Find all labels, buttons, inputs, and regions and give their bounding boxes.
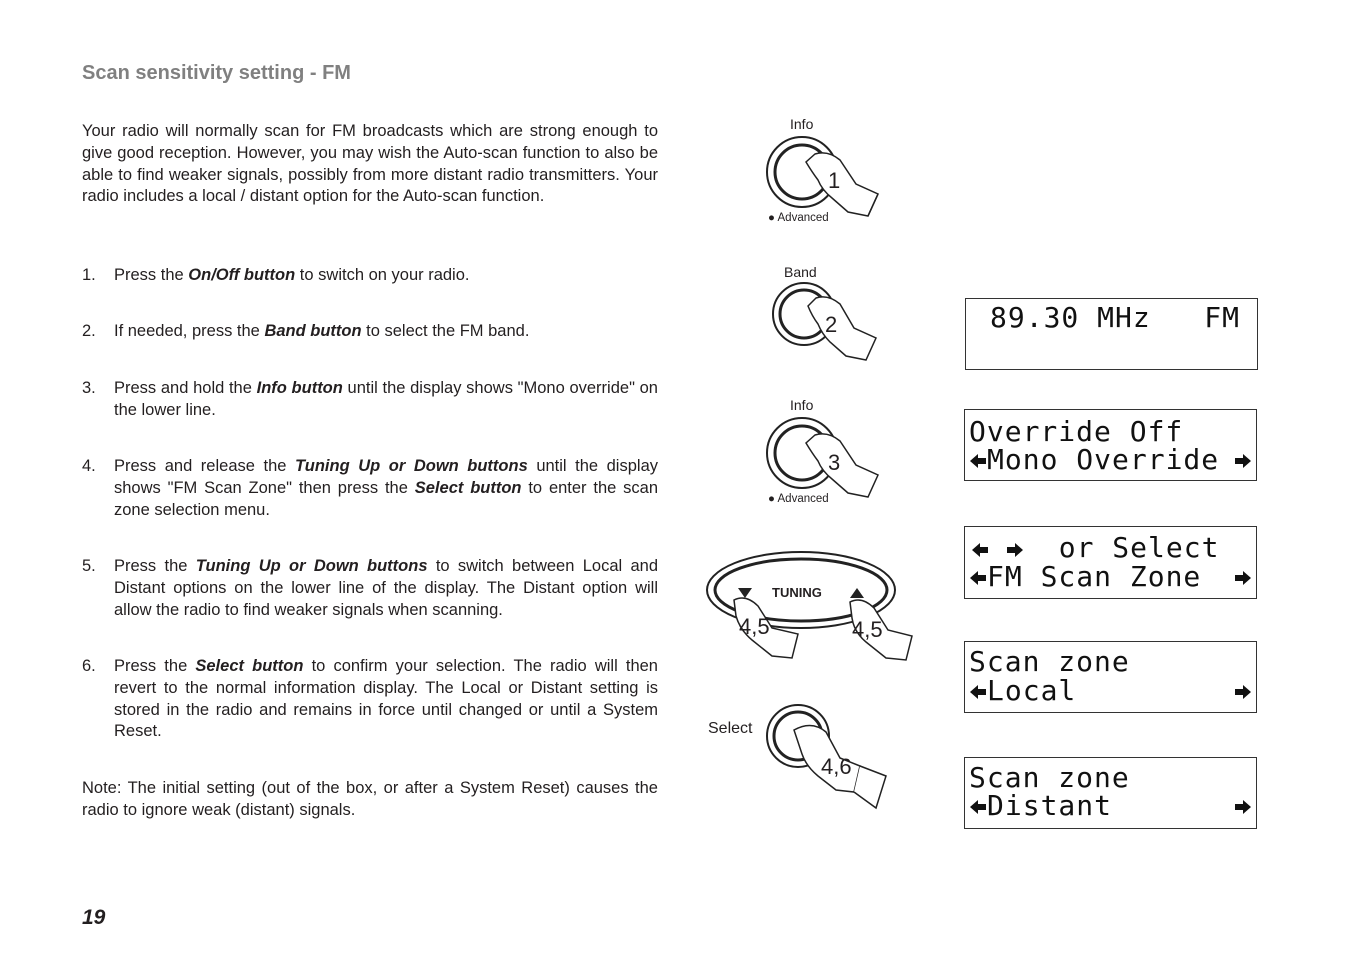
step-emphasis: Select button — [414, 478, 522, 497]
step-text: until the display shows "FM Scan Zone" then press the — [114, 457, 658, 497]
band-button-label: Band — [784, 264, 817, 280]
step-number: 1. — [82, 266, 96, 284]
step-6 — [82, 656, 658, 743]
info-button-press-icon — [760, 132, 890, 222]
step-emphasis: On/Off button — [188, 266, 296, 284]
step-callout: 4,6 — [821, 754, 852, 779]
step-text: Press the — [114, 266, 189, 284]
lcd-line-1: Scan zone — [969, 645, 1130, 678]
step-emphasis: Info button — [256, 379, 343, 397]
left-arrow-icon — [972, 543, 988, 557]
advanced-text: Advanced — [777, 493, 829, 505]
step-text: Press the — [114, 557, 196, 575]
step-text: Press and release the — [114, 457, 295, 475]
step-emphasis: Tuning Up or Down buttons — [195, 557, 428, 575]
lcd-line-2: Local — [987, 674, 1077, 707]
step-text: Press the — [114, 657, 196, 675]
lcd-display-mono-override — [964, 409, 1257, 481]
left-arrow-icon — [970, 685, 986, 699]
advanced-label: ● Advanced — [768, 493, 829, 505]
step-emphasis: Band button — [264, 322, 362, 340]
select-button-label: Select — [708, 720, 753, 737]
lcd-line-1: Scan zone — [969, 761, 1130, 794]
step-4 — [82, 456, 658, 521]
lcd-display-local — [964, 641, 1257, 713]
lcd-line-1: Override Off — [969, 415, 1184, 448]
left-arrow-icon — [970, 800, 986, 814]
advanced-label: ● Advanced — [768, 212, 829, 224]
right-arrow-icon — [1235, 685, 1251, 699]
step-number: 6. — [82, 657, 96, 675]
step-5 — [82, 556, 658, 621]
tuning-label: TUNING — [772, 585, 822, 600]
step-number: 4. — [82, 457, 96, 475]
step-number: 5. — [82, 557, 96, 575]
lcd-line-2: Mono Override — [987, 443, 1220, 476]
info-button-press-icon — [760, 413, 890, 503]
step-callout: 1 — [828, 168, 841, 193]
step-text: If needed, press the — [114, 322, 265, 340]
page-title: Scan sensitivity setting - FM — [82, 62, 351, 84]
right-arrow-icon — [1235, 454, 1251, 468]
lcd-line-2: FM Scan Zone — [987, 560, 1202, 593]
step-text: to switch between Local and Distant options on the lower line of the display. The Distant option will allow the radio to find weaker signals when scanning. — [114, 557, 658, 619]
step-3 — [82, 378, 658, 422]
tuning-buttons-press-icon — [706, 550, 916, 670]
step-number: 2. — [82, 322, 96, 340]
lcd-line-2: Distant — [987, 789, 1113, 822]
step-text: to switch on your radio. — [295, 266, 470, 284]
intro-paragraph: Your radio will normally scan for FM broadcasts which are strong enough to give good reception. However, you may wish the Auto-scan function to also be able to find weaker signals, possibly from more distant radio transmitters. Your radio includes a local / distant option for the Auto-scan function. — [82, 122, 658, 206]
advanced-text: Advanced — [777, 212, 829, 224]
info-button-label: Info — [790, 397, 814, 413]
step-number: 3. — [82, 379, 96, 397]
step-text: until the display shows "Mono override" on the lower line. — [114, 379, 658, 419]
step-1 — [82, 265, 658, 287]
right-arrow-icon — [1235, 800, 1251, 814]
step-callout: 2 — [825, 312, 838, 337]
right-arrow-icon — [1007, 543, 1023, 557]
step-text: Press and hold the — [114, 379, 257, 397]
step-text: to confirm your selection. The radio will then revert to the normal information display. The Local or Distant setting is stored in the radio and remains in force until changed or until a System Reset. — [114, 657, 658, 741]
step-callout: 4,5 — [852, 617, 883, 642]
lcd-line-1: 89.30 MHz FM — [990, 301, 1241, 334]
step-emphasis: Tuning Up or Down buttons — [294, 457, 528, 475]
left-arrow-icon — [970, 454, 986, 468]
step-emphasis: Select button — [195, 657, 304, 675]
note-paragraph: Note: The initial setting (out of the box, or after a System Reset) causes the radio to ignore weak (distant) signals. — [82, 779, 658, 819]
step-text: to enter the scan zone selection menu. — [114, 478, 659, 519]
page-number: 19 — [82, 906, 106, 929]
left-arrow-icon — [970, 571, 986, 585]
lcd-display-scan-zone-menu — [964, 526, 1257, 599]
lcd-display-distant — [964, 757, 1257, 829]
lcd-display-frequency — [965, 298, 1258, 370]
right-arrow-icon — [1235, 571, 1251, 585]
step-callout: 4,5 — [739, 614, 770, 639]
step-2 — [82, 321, 658, 343]
lcd-line-1: or Select — [1023, 531, 1220, 564]
step-callout: 3 — [828, 450, 841, 475]
step-text: to select the FM band. — [361, 322, 530, 340]
info-button-label: Info — [790, 116, 814, 132]
